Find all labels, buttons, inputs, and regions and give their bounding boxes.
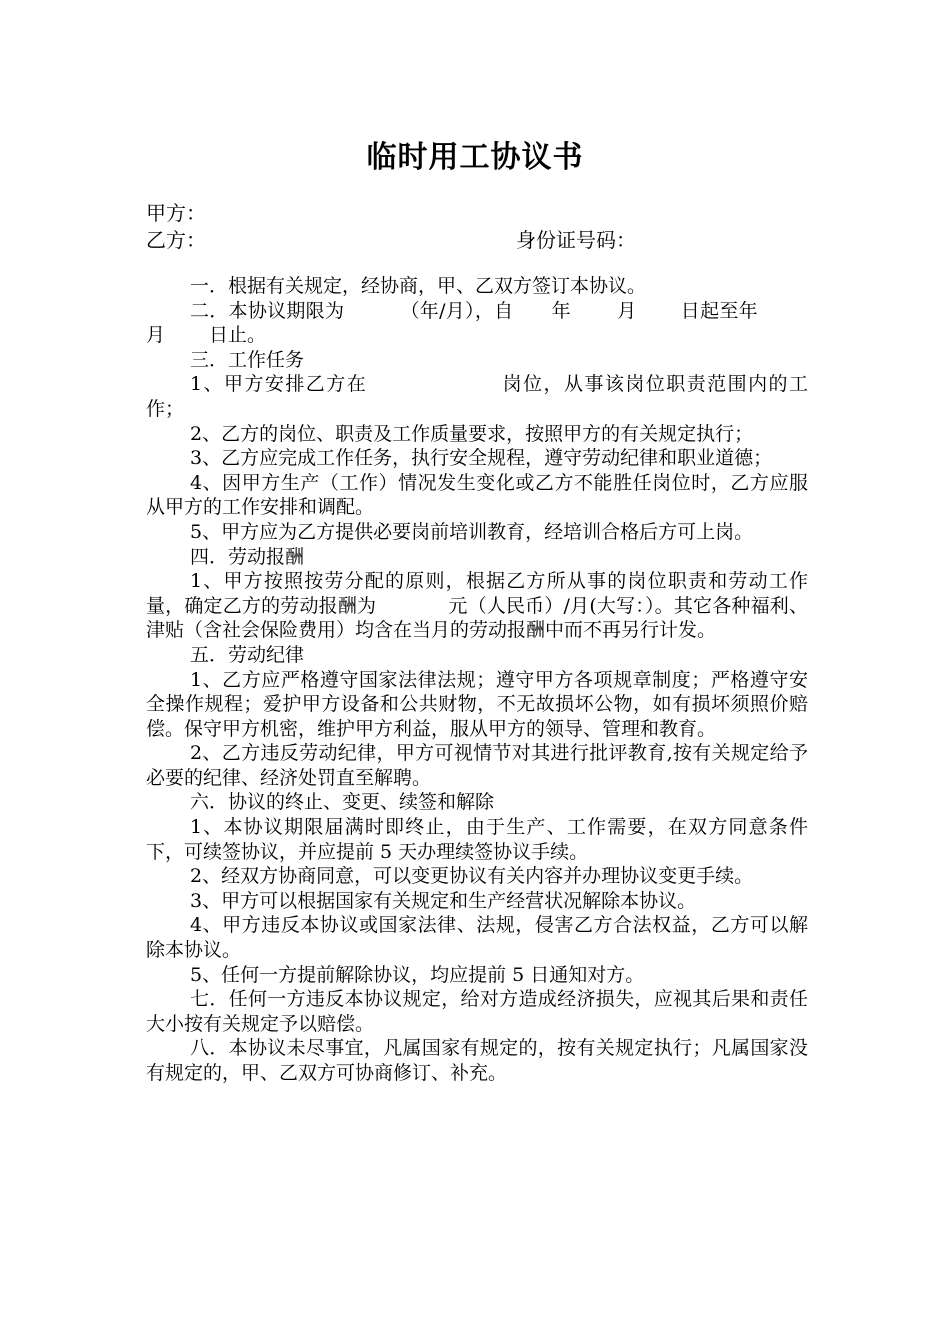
clause-1: 一．根据有关规定，经协商，甲、乙双方签订本协议。 — [190, 275, 647, 297]
clause-3-1 — [146, 372, 808, 421]
clause-5-1: 1、乙方应严格遵守国家法律法规；遵守甲方各项规章制度；严格遵守安全操作规程；爱护甲方设备和公共财物，不无故损坏公物，如有损坏须照价赔偿。保守甲方机密，维护甲方利益，服从甲方的领导、管理和教育。 — [146, 668, 808, 740]
section-3-heading: 三．工作任务 — [190, 348, 305, 371]
clause-2 — [146, 299, 808, 348]
clause-8: 八．本协议未尽事宜，凡属国家有规定的，按有关规定执行；凡属国家没有规定的，甲、乙双方可协商修订、补充。 — [146, 1037, 808, 1084]
clause-6-5: 5、任何一方提前解除协议，均应提前 5 日通知对方。 — [190, 963, 645, 986]
clause-4-1-text: 1、甲方按照按劳分配的原则，根据乙方所从事的岗位职责和劳动工作量，确定乙方的劳动报酬为 — [146, 570, 808, 617]
clause-6-2: 2、经双方协商同意，可以变更协议有关内容并办理协议变更手续。 — [190, 865, 754, 888]
clause-2-text: 年 — [551, 299, 571, 322]
document-title: 临时用工协议书 — [366, 140, 584, 175]
section-4-heading: 四．劳动报酬 — [190, 545, 305, 568]
clause-3-2: 2、乙方的岗位、职责及工作质量要求，按照甲方的有关规定执行； — [190, 422, 754, 445]
clause-2-text: 月 — [616, 299, 637, 322]
party-a-label: 甲方： — [146, 201, 206, 225]
clause-6-3: 3、甲方可以根据国家有关规定和生产经营状况解除本协议。 — [190, 889, 697, 912]
agreement-body — [146, 274, 808, 1086]
clause-3-1-text: 岗位，从事该岗位职责范围内的工作； — [146, 373, 808, 420]
clause-6-4: 4、甲方违反本协议或国家法律、法规，侵害乙方合法权益，乙方可以解除本协议。 — [146, 914, 808, 962]
clause-2-text: 日止。 — [209, 324, 267, 347]
section-6-heading: 六．协议的终止、变更、续签和解除 — [190, 791, 495, 814]
clause-3-5: 5、甲方应为乙方提供必要岗前培训教育，经培训合格后方可上岗。 — [190, 520, 754, 543]
party-b-label: 乙方： — [146, 228, 206, 252]
clause-2-text: 月 — [146, 324, 166, 347]
clause-2-text: 年 — [738, 299, 758, 322]
clause-2-text: 二．本协议期限为 — [190, 299, 345, 322]
clause-5-2: 2、乙方违反劳动纪律，甲方可视情节对其进行批评教育,按有关规定给予必要的纪律、经济处罚直至解聘。 — [146, 742, 808, 789]
id-number-label: 身份证号码： — [516, 228, 636, 252]
clause-6-1: 1、本协议期限届满时即终止，由于生产、工作需要，在双方同意条件下，可续签协议，并应提前 5 天办理续签协议手续。 — [146, 816, 808, 863]
clause-3-1-text: 1、甲方安排乙方在 — [190, 373, 368, 396]
clause-3-3: 3、乙方应完成工作任务，执行安全规程，遵守劳动纪律和职业道德； — [190, 447, 773, 470]
clause-7: 七．任何一方违反本协议规定，给对方造成经济损失，应视其后果和责任大小按有关规定予以赔偿。 — [146, 988, 808, 1035]
section-5-heading: 五．劳动纪律 — [190, 643, 305, 666]
clause-2-text: （年/月），自 — [400, 299, 514, 322]
clause-3-4: 4、因甲方生产（工作）情况发生变化或乙方不能胜任岗位时，乙方应服从甲方的工作安排和调配。 — [146, 471, 808, 519]
clause-2-text: 日起至 — [680, 299, 739, 322]
clause-4-1-text: 元（人民币）/月(大写：）。其它各种福利、津贴（含社会保险费用）均含在当月的劳动报酬中而不再另行计发。 — [146, 594, 808, 642]
clause-4-1 — [146, 569, 808, 643]
